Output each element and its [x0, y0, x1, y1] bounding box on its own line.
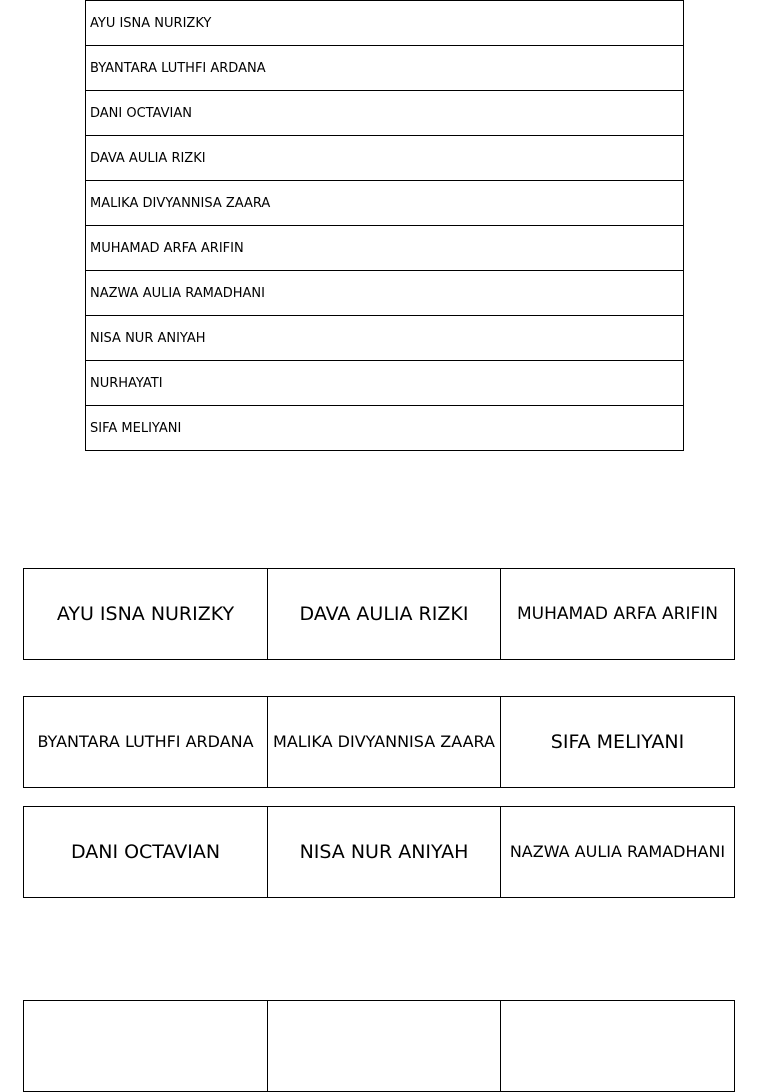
name-card: [24, 1001, 268, 1092]
name-cell: MUHAMAD ARFA ARIFIN: [86, 226, 684, 271]
name-card: MALIKA DIVYANNISA ZAARA: [268, 697, 501, 788]
name-cell: NISA NUR ANIYAH: [86, 316, 684, 361]
name-list-table: [85, 0, 684, 451]
name-list-row: [86, 1, 684, 46]
name-list-row: [86, 91, 684, 136]
name-card: NAZWA AULIA RAMADHANI: [501, 807, 735, 898]
name-card: [268, 1001, 501, 1092]
name-card: NISA NUR ANIYAH: [268, 807, 501, 898]
name-card-row: [24, 1001, 735, 1092]
name-card-grid-2: [23, 696, 735, 788]
name-cell: NURHAYATI: [86, 361, 684, 406]
name-cell: DANI OCTAVIAN: [86, 91, 684, 136]
name-card-grid-3: [23, 806, 735, 898]
name-cell: NAZWA AULIA RAMADHANI: [86, 271, 684, 316]
name-card: DAVA AULIA RIZKI: [268, 569, 501, 660]
name-list-row: [86, 316, 684, 361]
name-list-row: [86, 46, 684, 91]
name-list-row: [86, 271, 684, 316]
name-card: [501, 1001, 735, 1092]
name-card-row: [24, 697, 735, 788]
name-card-row: [24, 807, 735, 898]
name-cell: MALIKA DIVYANNISA ZAARA: [86, 181, 684, 226]
name-cell: DAVA AULIA RIZKI: [86, 136, 684, 181]
name-card: AYU ISNA NURIZKY: [24, 569, 268, 660]
name-list-row: [86, 226, 684, 271]
name-cell: SIFA MELIYANI: [86, 406, 684, 451]
name-cell: BYANTARA LUTHFI ARDANA: [86, 46, 684, 91]
name-list-row: [86, 361, 684, 406]
name-card-grid-4: [23, 1000, 735, 1092]
name-list-row: [86, 181, 684, 226]
name-card-grid-1: [23, 568, 735, 660]
name-card: DANI OCTAVIAN: [24, 807, 268, 898]
name-card: BYANTARA LUTHFI ARDANA: [24, 697, 268, 788]
name-card-row: [24, 569, 735, 660]
name-card: SIFA MELIYANI: [501, 697, 735, 788]
name-list-row: [86, 136, 684, 181]
name-cell: AYU ISNA NURIZKY: [86, 1, 684, 46]
name-card: MUHAMAD ARFA ARIFIN: [501, 569, 735, 660]
name-list-row: [86, 406, 684, 451]
